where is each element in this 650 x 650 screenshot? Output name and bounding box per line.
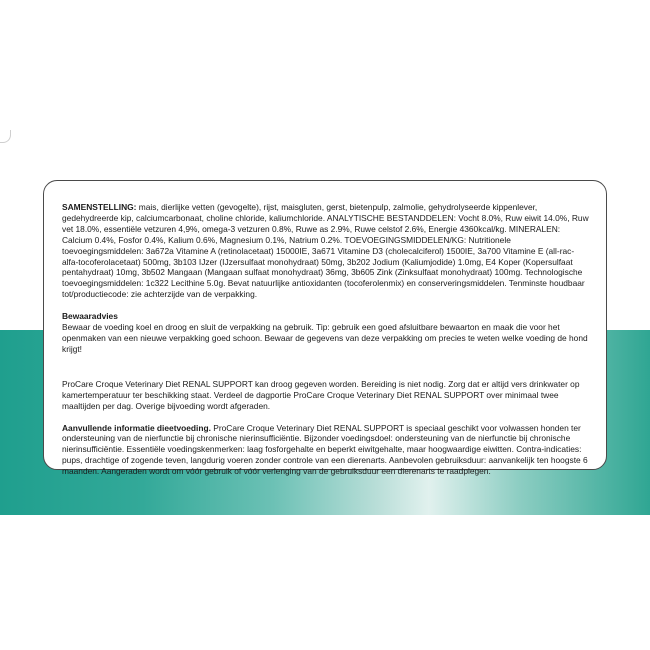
gebruik-text: ProCare Croque Veterinary Diet RENAL SUPPORT kan droog gegeven worden. Bereiding is niet nodig. Zorg dat er altijd vers drinkwater op kamertemperatuur ter beschikking staat. Verdeel de dagportie ProCare Croque Veterinary Diet RENAL SUPPORT over minimaal twee maaltijden per dag. Overige bijvoeding wordt afgeraden. bbox=[62, 378, 580, 411]
bewaaradvies-text: Bewaar de voeding koel en droog en sluit de verpakking na gebruik. Tip: gebruik een goed afsluitbare bewaarton en maak die voor het openmaken van een nieuwe verpakking goed schoon. Bewaar de gegevens van deze verpakking om precies te weten welke voeding de hond krijgt! bbox=[62, 322, 588, 354]
dieet-heading: Aanvullende informatie dieetvoeding. bbox=[62, 422, 211, 433]
edge-corner-mark bbox=[0, 130, 11, 143]
label-panel bbox=[43, 180, 607, 477]
dieet-section bbox=[62, 423, 590, 478]
samenstelling-section bbox=[62, 202, 590, 300]
samenstelling-text: mais, dierlijke vetten (gevogelte), rijst, maisgluten, gerst, bietenpulp, zalmolie, gehydrolyseerde kippenlever, gedehydreerde kip, calciumcarbonaat, choline chloride, kaliumchloride. ANALYTISCHE BESTANDDELEN: Vocht 8.0%, Ruw eiwit 14.0%, Ruw vet 18.0%, essentiële vetzuren 4,9%, omega-3 vetzuren 0.8%, Ruwe as 2.9%, Ruwe celstof 2.6%, Energie 4360kcal/kg. MINERALEN: Calcium 0.4%, Fosfor 0.4%, Kalium 0.6%, Magnesium 0.1%, Natrium 0.2%. TOEVOEGINGSMIDDELEN/KG: Nutritionele toevoegingsmiddelen: 3a672a Vitamine A (retinolacetaat) 15000IE, 3a671 Vitamine D3 (cholecalciferol) 1500IE, 3a700 Vitamine E (all-rac-alfa-tocoferolacetaat) 500mg, 3b103 IJzer (IJzersulfaat monohydraat) 50mg, 3b202 Jodium (Kaliumjodide) 1.0mg, E4 Koper (Kopersulfaat pentahydraat) 10mg, 3b502 Mangaan (Mangaan sulfaat monohydraat) 36mg, 3b605 Zink (Zinksulfaat monohydraat) 100mg. Technologische toevoegingsmiddelen: 1c322 Lecithine 5.0g. Bevat natuurlijke antioxidanten (tocoferolenmix) en conserveringsmiddelen. Tenminste houdbaar tot/productiecode: zie achterzijde van de verpakking. bbox=[62, 202, 589, 300]
samenstelling-heading: SAMENSTELLING: bbox=[62, 202, 137, 212]
dieet-text: ProCare Croque Veterinary Diet RENAL SUPPORT is speciaal geschikt voor volwassen honden ter ondersteuning van de nierfunctie bij chronische nierinsufficiëntie. Bijzonder voedingsdoel: ondersteuning van de nierfunctie bij chronische nierinsufficiëntie. Essentiële voedingskenmerken: laag fosforgehalte en beperkt eiwitgehalte, maar hoogwaardige eiwitten. Contra-indicaties: pups, drachtige of zogende teven, langdurig voeren zonder controle van een dierenarts. Aanbevolen gebruiksduur: aanvankelijk ten hoogste 6 maanden. Aangeraden wordt om vóór gebruik of vóór verlenging van de gebruiksduur een dierenarts te raadplegen. bbox=[62, 422, 588, 477]
bewaaradvies-heading: Bewaaradvies bbox=[62, 311, 118, 322]
